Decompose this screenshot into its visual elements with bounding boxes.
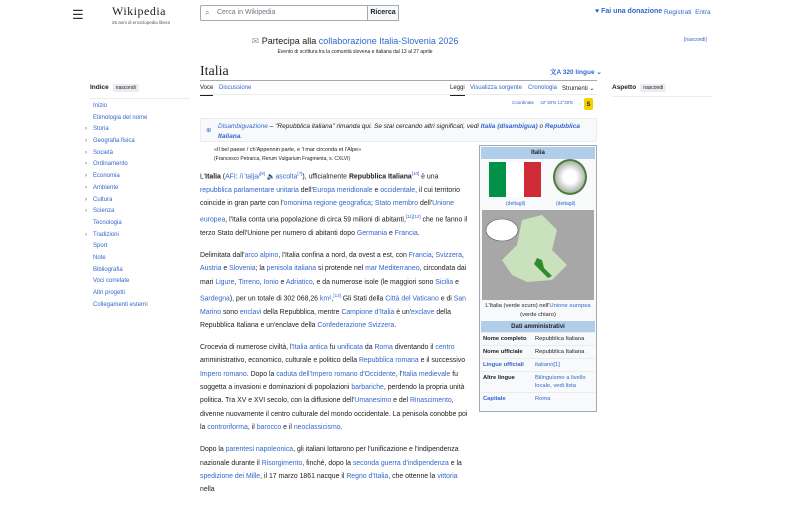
wiki-link[interactable]: San Marino bbox=[200, 295, 466, 316]
text: , finché, dopo la bbox=[302, 459, 353, 467]
text: amministrativo, economico, culturale e politico della bbox=[200, 357, 359, 365]
text: . bbox=[394, 321, 397, 329]
wiki-link[interactable]: parentesi napoleonica bbox=[225, 446, 294, 454]
text: da bbox=[362, 344, 375, 352]
toc-hide-button[interactable]: nascondi bbox=[113, 84, 139, 92]
paragraph bbox=[200, 341, 472, 434]
text: , il 17 marzo 1861 nacque il bbox=[260, 472, 347, 480]
infobox-title: Italia bbox=[481, 147, 595, 159]
wiki-link[interactable]: Roma bbox=[374, 344, 393, 352]
toc-item[interactable] bbox=[85, 126, 190, 138]
chevron-right-icon[interactable]: › bbox=[85, 208, 87, 215]
infobox-key: Nome ufficiale bbox=[481, 346, 533, 359]
emblem-of-italy[interactable] bbox=[553, 159, 587, 195]
text: , divenne nuovamente il centro culturale del mondo occidentale. La penisola conobbe poi la bbox=[200, 397, 468, 431]
toc-item[interactable] bbox=[90, 290, 190, 302]
text: , che ottenne la bbox=[388, 472, 438, 480]
search-placeholder: Cerca in Wikipedia bbox=[217, 9, 276, 16]
toc-item[interactable] bbox=[90, 103, 190, 115]
text: ), per un totale di 302 068,26 bbox=[229, 295, 320, 303]
text: Italia bbox=[205, 173, 221, 181]
caption-text: L'Italia (verde scuro) nell' bbox=[485, 303, 550, 309]
caption-text-end: (verde chiaro) bbox=[520, 312, 556, 318]
paragraph bbox=[200, 443, 472, 496]
text: , perdendo la propria unità politica. Tra XV e XVI secolo, con la diffusione dell' bbox=[200, 384, 465, 405]
toc-item[interactable] bbox=[90, 278, 190, 290]
text: dell' bbox=[298, 186, 313, 194]
toc-item[interactable] bbox=[90, 220, 190, 232]
hide-notice-link[interactable]: [nascondi] bbox=[684, 37, 707, 43]
wiki-link[interactable]: Repubblica romana bbox=[358, 357, 419, 365]
tab-visualizza-sorgente[interactable]: Visualizza sorgente bbox=[470, 85, 522, 91]
text: e bbox=[453, 278, 459, 286]
wiki-link[interactable]: penisola italiana bbox=[266, 265, 317, 273]
text: che ne fanno il terzo Stato dell'Unione per numero di abitanti dopo bbox=[200, 216, 468, 237]
wiki-link[interactable]: ascolta bbox=[275, 173, 298, 181]
semi-protection-lock-icon[interactable]: S bbox=[584, 98, 593, 110]
wiki-link[interactable]: Tirreno bbox=[238, 278, 260, 286]
banner-subtitle: Evento di scrittura tra la comunità slovena e italiana dal 13 al 27 aprile bbox=[277, 49, 433, 55]
tabs-divider bbox=[200, 94, 597, 95]
text: o bbox=[537, 123, 545, 130]
coord-value: 42°30′N 12°30′E bbox=[540, 100, 574, 105]
text: dell' bbox=[418, 199, 433, 207]
text: sono bbox=[221, 308, 240, 316]
text: , bbox=[431, 252, 436, 260]
text: , bbox=[234, 278, 239, 286]
map-caption bbox=[480, 302, 596, 320]
toc-item-label: Società bbox=[93, 149, 114, 156]
disambiguation-icon: ⊕ bbox=[206, 127, 212, 134]
text: – "Repubblica italiana" rimanda qui. Se stai cercando altri significati, vedi bbox=[267, 123, 481, 130]
text: , l' bbox=[395, 370, 403, 378]
toc-item-label: Etimologia del nome bbox=[93, 114, 148, 121]
toc-item-label: Geografia fisica bbox=[93, 138, 135, 145]
chevron-right-icon[interactable]: › bbox=[85, 126, 87, 133]
text: e bbox=[387, 229, 395, 237]
toc-item[interactable] bbox=[85, 208, 190, 220]
text: e il successivo bbox=[418, 357, 466, 365]
text: ( bbox=[220, 173, 226, 181]
text: Gli Stati della bbox=[340, 295, 386, 303]
text: , il bbox=[247, 423, 257, 431]
text: . Dopo la bbox=[246, 370, 277, 378]
wiki-link[interactable]: Impero romano bbox=[200, 370, 247, 378]
epigraph bbox=[214, 146, 361, 164]
citation-ref[interactable]: [9] bbox=[259, 171, 265, 176]
toc-item-label: Tecnologia bbox=[93, 219, 122, 226]
infobox bbox=[479, 145, 597, 412]
banner-prefix: Partecipa alla bbox=[261, 36, 317, 46]
wiki-link[interactable]: Stato membro bbox=[374, 199, 419, 207]
toc-item[interactable] bbox=[85, 138, 190, 150]
wiki-link[interactable]: Svizzera bbox=[435, 252, 462, 260]
toc-item-label: Note bbox=[93, 254, 106, 261]
wiki-link[interactable]: Repubblica Italiana bbox=[218, 123, 580, 140]
wiki-link[interactable]: Risorgimento bbox=[261, 459, 303, 467]
text: ; bbox=[371, 199, 375, 207]
text: è una bbox=[419, 173, 439, 181]
infobox-row bbox=[481, 333, 595, 346]
wiki-link[interactable]: AFI bbox=[225, 173, 236, 181]
text: , e da numerose isole (le maggiori sono bbox=[312, 278, 436, 286]
toc-item-label: Inizio bbox=[93, 103, 108, 109]
toc-item-label: Storia bbox=[93, 126, 109, 133]
toc-item-label: Tradizioni bbox=[93, 231, 119, 238]
text: Repubblica Italiana bbox=[348, 173, 412, 181]
text: , bbox=[331, 295, 334, 303]
wiki-link[interactable]: barocco bbox=[256, 423, 282, 431]
donate-label: Fai una donazione bbox=[601, 8, 663, 15]
chevron-right-icon[interactable]: › bbox=[85, 231, 87, 238]
article-body bbox=[200, 167, 472, 505]
wiki-link[interactable]: neoclassicismo bbox=[293, 423, 341, 431]
toc-item-label: Ordinamento bbox=[93, 161, 128, 168]
text: fu soggetta a invasioni e dominazioni di popolazioni bbox=[200, 370, 458, 392]
envelope-icon: ✉ bbox=[251, 36, 262, 46]
locator-map[interactable] bbox=[482, 210, 594, 300]
eu-link[interactable]: Unione europea bbox=[549, 303, 591, 309]
text: e bbox=[221, 265, 230, 273]
chevron-right-icon[interactable]: › bbox=[85, 196, 87, 203]
wiki-link[interactable]: spedizione dei Mille bbox=[200, 472, 261, 480]
wiki-link[interactable]: occidentale bbox=[380, 186, 416, 194]
donate-link[interactable] bbox=[595, 8, 662, 15]
infobox-row bbox=[481, 346, 595, 359]
toc-title: Indice bbox=[90, 84, 109, 91]
toc-item[interactable] bbox=[85, 149, 190, 162]
wiki-link[interactable]: Umanesimo bbox=[354, 397, 392, 405]
wiki-link[interactable]: repubblica parlamentare unitaria bbox=[200, 186, 299, 194]
infobox-key: Nome completo bbox=[481, 333, 533, 346]
text: . bbox=[240, 133, 243, 140]
wiki-link[interactable]: Adriatico bbox=[285, 278, 313, 286]
infobox-value: Bilinguismo a livello locale, vedi lista bbox=[533, 372, 595, 393]
quote-source: (Francesco Petrarca, Rerum Vulgarium Fragmenta, s. CXLVI) bbox=[214, 156, 351, 162]
infobox-table bbox=[481, 332, 595, 405]
wiki-link[interactable]: controriforma bbox=[207, 423, 248, 431]
language-button[interactable]: 文A 320 lingue ⌄ bbox=[550, 69, 602, 76]
language-count: 320 lingue bbox=[562, 69, 595, 76]
wiki-link[interactable]: /iˈtalja/ bbox=[239, 173, 260, 181]
site-notice bbox=[190, 36, 520, 55]
wiki-link[interactable]: Città del Vaticano bbox=[385, 295, 439, 303]
infobox-row bbox=[481, 393, 595, 406]
infobox-row bbox=[481, 359, 595, 372]
wiki-link[interactable]: caduta dell'Impero romano d'Occidente bbox=[276, 370, 396, 378]
wiki-link[interactable]: arco alpino bbox=[244, 252, 279, 260]
toc-item[interactable] bbox=[85, 161, 190, 173]
wiki-link[interactable]: Campione d'Italia bbox=[341, 308, 395, 316]
infobox-row bbox=[481, 372, 595, 393]
text: . bbox=[340, 423, 343, 431]
flag-details-link[interactable]: (dettagli) bbox=[506, 201, 526, 207]
toc-item-label: Sport bbox=[93, 243, 108, 250]
wiki-link[interactable]: Ionio bbox=[263, 278, 279, 286]
wiki-link[interactable]: centro bbox=[435, 344, 455, 352]
wiki-link[interactable]: Disambiguazione bbox=[218, 123, 268, 130]
infobox-key[interactable]: Capitale bbox=[481, 393, 533, 406]
text: , l'Italia conta una popolazione di circa 59 milioni di abitanti, bbox=[225, 216, 406, 224]
text: e di bbox=[438, 295, 454, 303]
wiki-link[interactable]: Unione europea bbox=[200, 199, 454, 224]
appearance-title: Aspetto bbox=[612, 84, 637, 91]
translate-icon: 文A bbox=[550, 69, 563, 76]
search-input[interactable] bbox=[200, 5, 368, 21]
banner-link[interactable]: collaborazione Italia-Slovenia 2026 bbox=[318, 36, 459, 46]
infobox-key: Altre lingue bbox=[481, 372, 533, 393]
wiki-link[interactable]: Regno d'Italia bbox=[346, 472, 389, 480]
text: e la bbox=[448, 459, 462, 467]
text: Dopo la bbox=[200, 446, 226, 454]
chevron-right-icon[interactable]: › bbox=[85, 161, 87, 168]
toc-item-label: Voci correlate bbox=[93, 278, 130, 285]
text: della Repubblica Italiana e un'enclave della bbox=[200, 308, 451, 329]
citation-ref[interactable]: [?] bbox=[297, 171, 303, 176]
infobox-section-header: Dati amministrativi bbox=[481, 321, 595, 333]
text: : bbox=[235, 173, 240, 181]
wikipedia-logo[interactable] bbox=[112, 4, 170, 25]
text: , il cui territorio coincide in gran parte con l' bbox=[200, 186, 460, 207]
wiki-link[interactable]: Europa meridionale bbox=[312, 186, 373, 194]
wiki-link[interactable]: enclavi bbox=[239, 308, 262, 316]
wiki-link[interactable]: seconda guerra d'indipendenza bbox=[352, 459, 449, 467]
text: L' bbox=[200, 173, 206, 181]
text: e bbox=[372, 186, 381, 194]
toc-item[interactable] bbox=[85, 196, 190, 209]
logo-wordmark: Wikipedia bbox=[112, 4, 166, 18]
toc-item-label: Scienza bbox=[93, 208, 115, 215]
toc-item-label: Collegamenti esterni bbox=[93, 301, 148, 308]
search-button[interactable]: Ricerca bbox=[367, 5, 399, 21]
paragraph bbox=[200, 249, 472, 332]
text: Delimitata dall' bbox=[200, 252, 245, 260]
text: fu bbox=[327, 344, 338, 352]
wiki-link[interactable]: Confederazione Svizzera bbox=[317, 321, 395, 329]
logo-tagline: 25 anni di enciclopedia libera bbox=[112, 20, 171, 25]
wiki-link[interactable]: Austria bbox=[200, 265, 222, 273]
text: e bbox=[278, 278, 286, 286]
login-link[interactable]: Entra bbox=[695, 9, 711, 16]
wiki-link[interactable]: Francia bbox=[394, 229, 418, 237]
text: della Repubblica, mentre bbox=[261, 308, 342, 316]
infobox-value: Roma bbox=[533, 393, 595, 406]
search-icon: ⌕ bbox=[205, 8, 210, 17]
page-title: Italia bbox=[200, 64, 229, 79]
infobox-value: Repubblica Italiana bbox=[533, 346, 595, 359]
text: , gli italiani lottarono per l'unificazione e l'indipendenza nazionale durante il bbox=[200, 446, 459, 467]
chevron-right-icon[interactable]: › bbox=[85, 184, 87, 191]
text: , bbox=[259, 278, 264, 286]
wiki-link[interactable]: vittoria bbox=[437, 472, 458, 480]
wiki-link[interactable]: Sicilia bbox=[435, 278, 454, 286]
text: nella bbox=[200, 486, 215, 494]
wiki-link[interactable]: 🔈 bbox=[264, 173, 276, 181]
chevron-right-icon[interactable]: › bbox=[85, 138, 87, 145]
wiki-link[interactable]: Francia bbox=[408, 252, 432, 260]
heart-icon: ♥ bbox=[595, 8, 600, 15]
text: ; la bbox=[255, 265, 267, 273]
toc-item-label: Ambiente bbox=[93, 184, 119, 191]
tab-discussione[interactable]: Discussione bbox=[219, 85, 252, 91]
wiki-link[interactable]: omonima regione geografica bbox=[283, 199, 372, 207]
tools-label: Strumenti bbox=[562, 86, 588, 92]
text: , circondata dai mari bbox=[200, 265, 467, 286]
text: e del bbox=[391, 397, 410, 405]
flag-of-italy[interactable] bbox=[489, 162, 541, 197]
tab-cronologia[interactable]: Cronologia bbox=[528, 85, 558, 91]
wiki-link[interactable]: barbariche bbox=[351, 384, 384, 392]
disambiguation-notice bbox=[200, 118, 597, 142]
toc-item[interactable] bbox=[85, 184, 190, 197]
citation-ref[interactable]: [10] bbox=[411, 171, 420, 176]
main-menu-icon[interactable]: ☰ bbox=[72, 7, 84, 22]
chevron-right-icon[interactable]: › bbox=[85, 149, 87, 156]
wiki-link[interactable]: Sardegna bbox=[200, 295, 230, 303]
toc-item[interactable] bbox=[90, 255, 190, 267]
paragraph bbox=[200, 167, 472, 240]
wiki-link[interactable]: Ligure bbox=[215, 278, 235, 286]
wiki-link[interactable]: Slovenia bbox=[229, 265, 256, 273]
inset-globe bbox=[486, 219, 518, 241]
register-link[interactable]: Registrati bbox=[664, 9, 692, 16]
infobox-value: italiano[1] bbox=[533, 359, 595, 372]
tab-leggi[interactable]: Leggi bbox=[450, 85, 465, 96]
title-divider bbox=[200, 80, 597, 81]
text: e il bbox=[281, 423, 294, 431]
text: si protende nel bbox=[316, 265, 366, 273]
coord-label: Coordinate bbox=[512, 100, 535, 105]
toc-item-label: Bibliografia bbox=[93, 266, 123, 273]
toc-item[interactable] bbox=[85, 231, 190, 244]
text: , bbox=[461, 252, 464, 260]
toc-item-label: Economia bbox=[93, 173, 120, 180]
toc-item[interactable] bbox=[90, 267, 190, 279]
coordinates[interactable] bbox=[512, 100, 573, 105]
toc-item[interactable] bbox=[90, 115, 190, 127]
infobox-key[interactable]: Lingue ufficiali bbox=[481, 359, 533, 372]
toc-item-label: Altri progetti bbox=[93, 290, 126, 296]
chevron-right-icon[interactable]: › bbox=[85, 173, 87, 180]
wiki-link[interactable]: Italia antica bbox=[292, 344, 328, 352]
tab-voce[interactable]: Voce bbox=[200, 85, 213, 96]
wiki-link[interactable]: exclave bbox=[411, 308, 435, 316]
citation-ref[interactable]: [11][12] bbox=[405, 214, 421, 220]
text: diventando il bbox=[392, 344, 436, 352]
quote-text: «Il bel paese / ch'Appennin parte, e 'l mar circonda et l'Alpe» bbox=[214, 147, 362, 153]
toc-item[interactable] bbox=[90, 302, 190, 314]
wiki-link[interactable]: km² bbox=[319, 295, 332, 303]
wiki-link[interactable]: mar Mediterraneo bbox=[365, 265, 420, 273]
wiki-link[interactable]: unificata bbox=[337, 344, 363, 352]
text: . bbox=[417, 229, 420, 237]
wiki-link[interactable]: Rinascimento bbox=[409, 397, 452, 405]
appearance-panel bbox=[612, 84, 712, 97]
tools-menu[interactable]: Strumenti ⌄ bbox=[562, 86, 595, 92]
toc-item[interactable] bbox=[85, 173, 190, 185]
wiki-link[interactable]: Italia (disambigua) bbox=[480, 123, 538, 130]
table-of-contents bbox=[85, 84, 190, 313]
wiki-link[interactable]: Italia medievale bbox=[402, 370, 451, 378]
toc-item[interactable] bbox=[90, 243, 190, 255]
text: è un' bbox=[394, 308, 412, 316]
wiki-link[interactable]: Germania bbox=[356, 229, 388, 237]
emblem-details-link[interactable]: (dettagli) bbox=[556, 201, 576, 207]
appearance-hide-button[interactable]: nascondi bbox=[640, 84, 666, 92]
citation-ref[interactable]: [13] bbox=[333, 292, 341, 298]
text: , l'Italia confina a nord, da ovest a est, con bbox=[278, 252, 409, 260]
text: ), ufficialmente bbox=[302, 173, 349, 181]
infobox-value: Repubblica Italiana bbox=[533, 333, 595, 346]
toc-item-label: Cultura bbox=[93, 196, 113, 203]
text: Crocevia di numerose civiltà, l' bbox=[200, 344, 293, 352]
